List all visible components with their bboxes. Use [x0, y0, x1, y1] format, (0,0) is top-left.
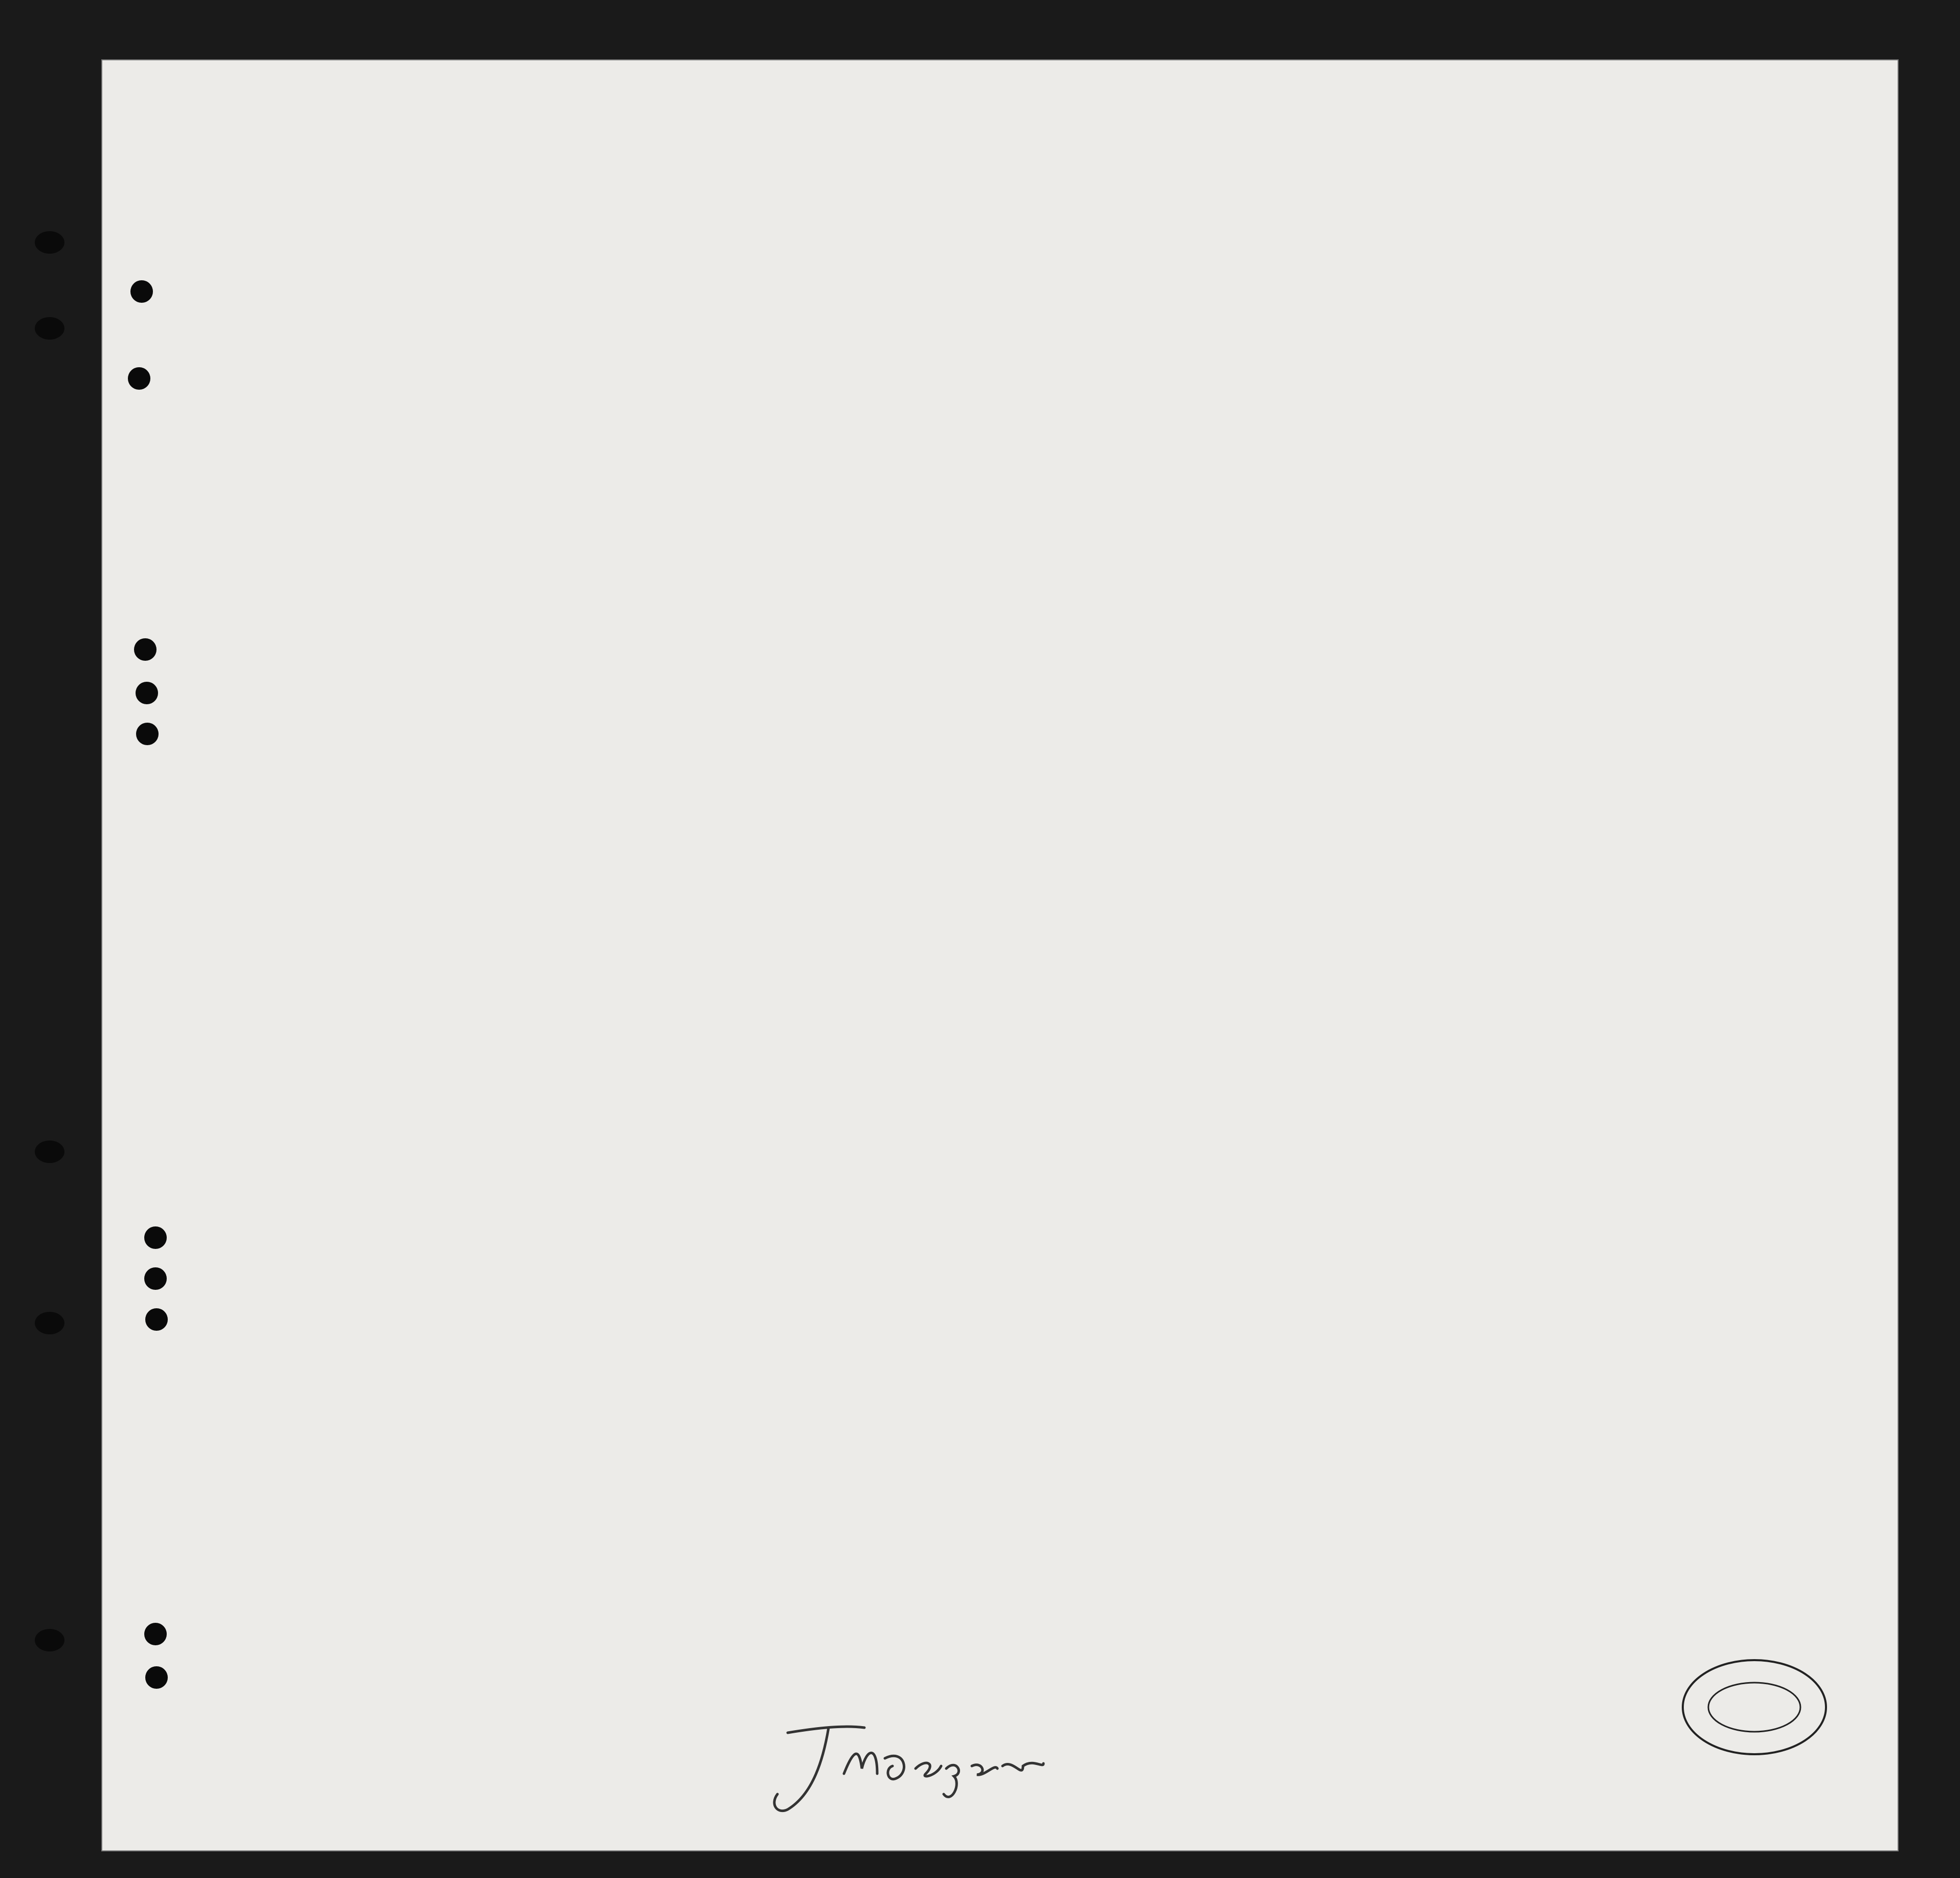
binder-hole: [35, 317, 64, 340]
table-grid: [102, 60, 1898, 1850]
manifest-sheet: [102, 60, 1898, 1850]
binder-hole: [35, 231, 64, 254]
binder-hole: [35, 1629, 64, 1651]
binder-hole: [35, 1312, 64, 1334]
mm-office-stamp: [1678, 1656, 1831, 1758]
inspector-signature: [757, 1717, 1095, 1825]
binder-hole: [35, 1141, 64, 1163]
